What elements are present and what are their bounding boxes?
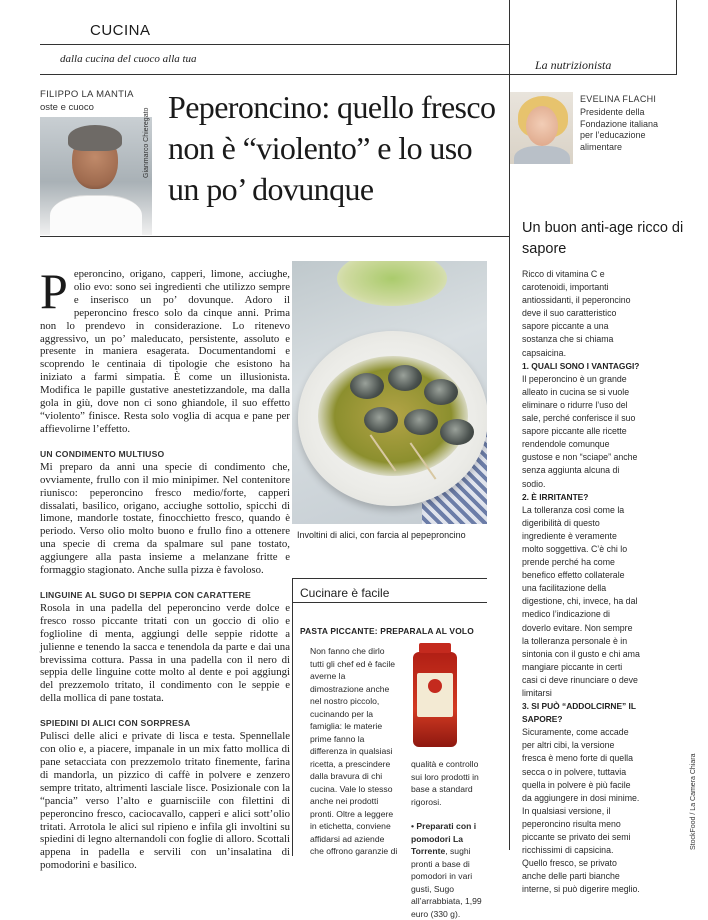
chef-hair-shape xyxy=(68,125,122,151)
photo-caption: Involtini di alici, con farcia al pepeproncino xyxy=(297,530,466,540)
jar-lid-shape xyxy=(419,643,451,653)
sidebar-headline: Un buon anti-age ricco di sapore xyxy=(522,220,684,257)
article-headline: Peperoncino: quello fresco non è “violento” e lo uso un po’ dovunque xyxy=(168,89,496,207)
anchovy-roll-shape xyxy=(404,409,438,435)
anchovy-roll-shape xyxy=(350,373,384,399)
box-title-rule xyxy=(292,602,487,603)
chef-photo-credit: Gianmarco Chieregato xyxy=(143,107,150,178)
sidebar-column xyxy=(522,268,640,897)
intro-text: eperoncino, origano, capperi, limone, acciughe, olio evo: sono sei ingredienti che utilizzo sempre e inserisco un po’ dovunque. Adoro il peperoncino fresco solo da cinque anni. Prima non lo prendevo in considerazione. Lo ritenevo aggressivo, un po’ maleducato, persistente, assoluto e presente in maniera esagerata. Documentandomi e scoprendo le centinaia di tipologie che esistono ha iniziato a farmi simpatia. È come un illusionista. Modifica le papille gustative anestetizzandole, ma dalla gola in giù, dove non ci sono ghiandole, il suo effetto “violento” finisce. Resta solo voglia di acqua e pane per affievolirne l’effetto. xyxy=(40,268,290,435)
product-name: • Preparati con i pomodori La Torrente xyxy=(411,821,477,856)
article-body xyxy=(40,263,290,872)
anchovy-roll-shape xyxy=(388,365,422,391)
nutritionist-role: Presidente della Fondazione italiana per l’educazione alimentare xyxy=(580,107,659,152)
anchovy-roll-shape xyxy=(424,379,458,405)
qa-answer-2: La tolleranza così come la digeribilità di questo ingrediente è veramente molto soggettiva. C’è chi lo prende perché ha come benefico effetto collaterale una facilitazione della digestione, chi, invece, ha dal medico l’indicazione di doverlo evitare. Non sempre la tolleranza personale è in sintonia con il gusto e chi ama mangiare piccante in certi casi ci deve rinunciare o deve limitarsi xyxy=(522,504,640,698)
sidebar-intro: Ricco di vitamina C e carotenoidi, importanti antiossidanti, il peperoncino deve il suo caratteristico sapore piccante a una sostanza che si chiama capsaicina. xyxy=(522,269,631,358)
product-description xyxy=(411,820,491,920)
box-subtitle: PASTA PICCANTE: PREPARALA AL VOLO xyxy=(300,626,474,636)
box-title: Cucinare è facile xyxy=(300,586,390,600)
dish-photo xyxy=(292,261,487,524)
jar-label-dot xyxy=(428,679,442,693)
jar-label-shape xyxy=(417,673,453,717)
anchovy-roll-shape xyxy=(440,419,474,445)
qa-question-3: 3. SI PUÒ “ADDOLCIRNE” IL SAPORE? xyxy=(522,701,636,725)
chef-coat-shape xyxy=(50,195,142,235)
anchovy-roll-shape xyxy=(364,407,398,433)
nutritionist-face-shape xyxy=(526,106,558,146)
nutritionist-body-shape xyxy=(514,146,570,164)
chef-name: FILIPPO LA MANTIA xyxy=(40,89,134,100)
chef-role: oste e cuoco xyxy=(40,102,94,113)
bowl-shape xyxy=(337,261,447,306)
section-heading-condimento: UN CONDIMENTO MULTIUSO xyxy=(40,448,165,459)
box-text-1: Non fanno che dirlo tutti gli chef ed è facile averne la dimostrazione anche nel nostro piccolo, cucinando per la famiglia: le materie prime fanno la differenza in qualsiasi ricetta, a prescindere dalla bravura di chi cucina. Vale lo stesso anche nei prodotti pronti. Oltre a leggere in etichetta, conviene affidarsi ad aziende che offrono garanzie di xyxy=(310,646,398,856)
article-intro xyxy=(40,263,290,436)
qa-answer-3: Sicuramente, come accade per altri cibi, la versione fresca è meno forte di quella secca o in polvere, tuttavia quella in polvere è più facile da aggiungere in dosi minime. In qualsiasi versione, il peperoncino risulta meno piccante se privato dei semi ricchissimi di capsicina. Quello fresco, se privato anche delle parti bianche interne, si può digerire meglio. xyxy=(522,727,640,895)
box-column-2 xyxy=(411,758,491,920)
nutritionist-name: EVELINA FLACHI xyxy=(580,94,657,104)
product-details: , sughi pronti a base di pomodori in vari gusti, Sugo all’arrabbiata, 1,99 euro (330 g). xyxy=(411,846,482,919)
product-jar xyxy=(413,643,457,747)
header-rule xyxy=(40,44,510,45)
section-text-linguine: Rosola in una padella del peperoncino verde dolce e fresco rosso piccante tritati con un goccio di olio e foglioline di menta, aggiungi delle seppie ridotte a julienne e tenendo la sacca e tenendola da parte e dai una brevissima cottura. Passa in una padella con il nero di seppia delle linguine cotte molto al dente e poi aggiungi del prezzemolo tritato, il condimento con le seppie e della mollica di pane tostata. xyxy=(40,601,290,705)
box-left-rule xyxy=(292,578,293,856)
box-column-1 xyxy=(310,645,398,858)
headline-rule xyxy=(40,236,510,237)
subtitle-rule xyxy=(40,74,510,75)
section-rubric: CUCINA xyxy=(90,22,151,39)
nutritionist-section-title: La nutrizionista xyxy=(535,58,612,72)
section-text-condimento: Mi preparo da anni una specie di condimento che, ovviamente, frullo con il mio minipimer. Nel contenitore riunisco: peperoncino fresco medio/forte, capperi dissalati, basilico, origano, acciughe sottolio, spicchi di limone, mandorle tostate, finocchietto fresco, quando è periodo. Verso olio molto buono e frullo fino a ottenere una specie di crema da spalmare sul pane tostato, aggiungere alla pasta insieme a melanzane fritte e formaggio stagionato. Anche sulla pizza è favoloso. xyxy=(40,460,290,577)
qa-answer-1: Il peperoncino è un grande alleato in cucina se si vuole eliminare o ridurre l’uso del sale, perché conferisce il suo sapore piccante alle ricette rendendole comunque gustose e non “sciape” anche senza aggiunta alcuna di sodio. xyxy=(522,373,638,489)
nutrition-right-rule xyxy=(676,0,677,75)
box-top-rule xyxy=(292,578,487,579)
section-subtitle: dalla cucina del cuoco alla tua xyxy=(60,53,197,65)
qa-question-2: 2. È IRRITANTE? xyxy=(522,491,589,502)
nutritionist-photo xyxy=(510,92,573,164)
box-text-2: qualità e controllo sui loro prodotti in base a standard rigorosi. xyxy=(411,759,479,807)
chef-photo xyxy=(40,117,152,235)
drop-cap: P xyxy=(40,263,68,319)
stock-photo-credit: StockFood / La Camera Chiara xyxy=(690,753,697,850)
qa-question-1: 1. QUALI SONO I VANTAGGI? xyxy=(522,360,640,371)
section-heading-linguine: LINGUINE AL SUGO DI SEPPIA CON CARATTERE xyxy=(40,589,251,600)
nutrition-top-rule xyxy=(509,74,677,75)
section-heading-spiedini: SPIEDINI DI ALICI CON SORPRESA xyxy=(40,718,191,729)
section-text-spiedini: Pulisci delle alici e private di lisca e testa. Spennellale con olio e, a piacere, impanale in un mix fatto mollica di pane setacciata con prezzemolo tritato finemente, farina di mandorla, un pizzico di caffè in polvere e zenzero sempre tritato, altrimenti lasciale lisce. Posizionale con la “pancia” verso l’alto e guarnisciile con filettini di peperoncino fresco, caciocavallo, capperi e alici sott’olio tritati. Arrotola le alici sul ripieno e infila gli involtini su spiedini di legno alternandoli con foglie di alloro. Scottali appena in padella e servili con un’insalatina di pomodorini e basilico. xyxy=(40,730,290,872)
